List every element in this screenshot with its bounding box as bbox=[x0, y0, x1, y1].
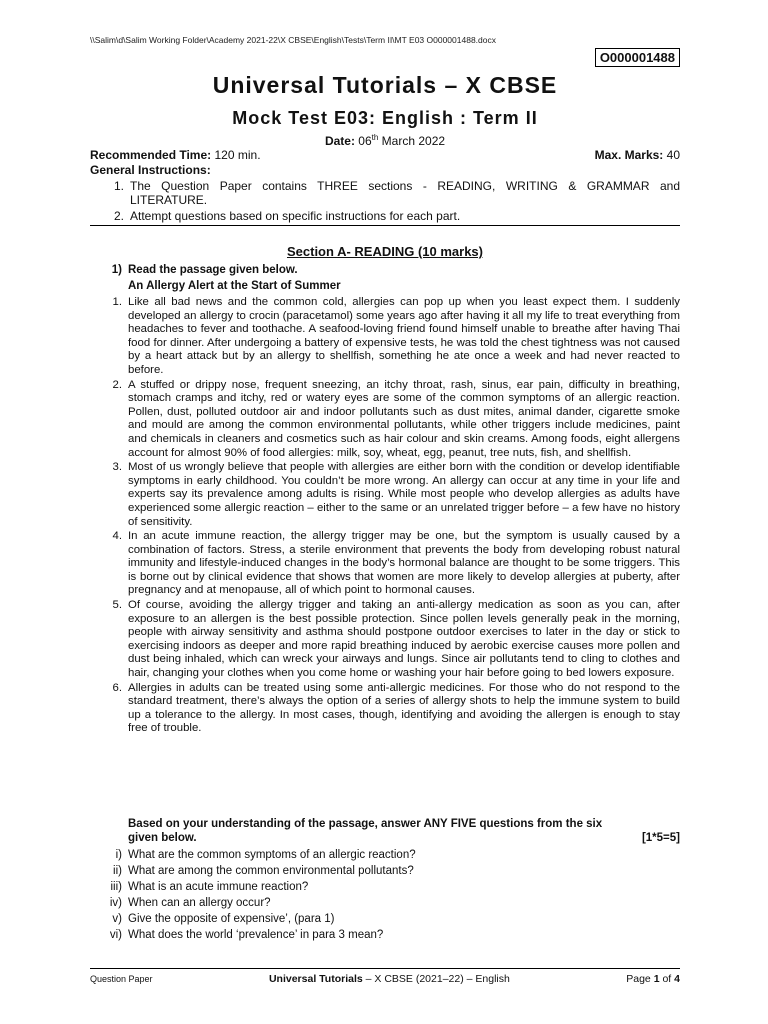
question-item-number: iii) bbox=[110, 881, 122, 893]
question-item bbox=[90, 911, 680, 927]
max-marks-label: Max. Marks: bbox=[594, 148, 664, 162]
page-label: Page bbox=[626, 973, 654, 985]
recommended-time bbox=[90, 148, 261, 162]
passage-title: An Allergy Alert at the Start of Summer bbox=[128, 280, 341, 292]
question-item-text: What are the common symptoms of an allergic reaction? bbox=[128, 849, 416, 861]
page-total: 4 bbox=[674, 973, 680, 985]
document-page bbox=[90, 0, 680, 1024]
question-text: Read the passage given below. bbox=[128, 264, 298, 276]
instruction-item bbox=[90, 179, 680, 207]
footer-center-rest: – X CBSE (2021–22) – English bbox=[362, 973, 510, 985]
question-item-text: When can an allergy occur? bbox=[128, 897, 271, 909]
question-heading bbox=[90, 264, 298, 276]
date-day: 06 bbox=[358, 134, 372, 148]
page-subtitle: Mock Test E03: English : Term II bbox=[232, 108, 538, 128]
question-item-text: Give the opposite of expensive’, (para 1) bbox=[128, 913, 335, 925]
question-item-number: i) bbox=[115, 849, 122, 861]
questions-instruction-line2: given below. bbox=[128, 832, 197, 844]
question-list bbox=[90, 847, 680, 943]
paragraph-number: 3. bbox=[112, 461, 122, 474]
page-title: Universal Tutorials – X CBSE bbox=[212, 72, 558, 98]
instruction-item bbox=[90, 209, 680, 223]
date-label: Date: bbox=[324, 134, 355, 148]
question-item-number: v) bbox=[112, 913, 122, 925]
paragraph bbox=[90, 296, 680, 378]
date-month-year: March 2022 bbox=[381, 134, 446, 148]
max-marks bbox=[595, 148, 680, 162]
paragraph-number: 6. bbox=[112, 681, 122, 694]
test-date bbox=[90, 133, 680, 148]
instructions-list bbox=[90, 179, 680, 225]
instruction-number: 1. bbox=[113, 179, 124, 193]
document-id-box: O000001488 bbox=[595, 48, 680, 67]
paragraph-number: 1. bbox=[112, 296, 122, 308]
paragraph-text: Most of us wrongly believe that people with allergies are either born with the condition or develop identifiable symptoms in early childhood. You couldn’t be more wrong. An allergy can occur at any time in your life and experts say its prevalence among adults is rising. While most people who develop allergies as adults have experienced some allergic reaction – either to the same or an unrelated trigger before – a few have no history of sensitivity. bbox=[128, 461, 680, 528]
paragraph bbox=[90, 599, 680, 681]
divider bbox=[90, 225, 680, 226]
page-current: 1 bbox=[653, 973, 660, 985]
page-number bbox=[626, 973, 680, 985]
recommended-time-value: 120 min. bbox=[214, 148, 261, 162]
question-item bbox=[90, 927, 680, 943]
date-suffix: th bbox=[371, 133, 379, 142]
instruction-text: Attempt questions based on specific instructions for each part. bbox=[130, 209, 461, 223]
page-footer bbox=[90, 973, 680, 985]
file-path: \\Salim\d\Salim Working Folder\Academy 2021-22\X CBSE\English\Tests\Term II\MT E03 O000001488.docx bbox=[90, 35, 496, 45]
question-item-text: What does the world ‘prevalence’ in para 3 mean? bbox=[128, 929, 384, 941]
question-item bbox=[90, 879, 680, 895]
question-number: 1) bbox=[111, 264, 122, 276]
footer-center-bold: Universal Tutorials bbox=[268, 973, 363, 985]
paragraph-text: Like all bad news and the common cold, allergies can pop up when you least expect them. I suddenly developed an allergy to crocin (paracetamol) some years ago after having it all my life to treat everything from headaches to fever and toothache. A seafood-loving friend found himself unable to breathe after having Thai food for dinner. After undergoing a battery of expensive tests, he was told the chest tightness was not caused by a heart attack but by an allergy to shellfish, something he ate once a week and had never reacted to before. bbox=[128, 296, 680, 376]
instruction-number: 2. bbox=[113, 209, 124, 223]
max-marks-value: 40 bbox=[666, 148, 680, 162]
paragraph bbox=[90, 682, 680, 736]
footer-center bbox=[269, 973, 510, 985]
recommended-time-label: Recommended Time: bbox=[90, 148, 212, 162]
question-item bbox=[90, 895, 680, 911]
question-item bbox=[90, 847, 680, 863]
paragraph-text: Allergies in adults can be treated using some anti-allergic medicines. For those who do not respond to the standard treatment, there’s always the option of a series of allergy shots to help the immune system to build up a tolerance to the allergy. In most cases, though, identifying and avoiding the allergen is enough to stay free of trouble. bbox=[128, 681, 680, 735]
question-item-text: What are among the common environmental pollutants? bbox=[128, 865, 414, 877]
paragraph-text: Of course, avoiding the allergy trigger and taking an anti-allergy medication as soon as you can, after exposure to an allergen is the best possible protection. Since pollen levels generally peak in the morning, people with airway sensitivity and asthma should postpone outdoor exercises to later in the day or stick to exercising indoors as deeper and more rapid breathing induced by aerobic exercise causes more pollen and dust being inhaled, which can wreck your airways and lungs. Since air pollutants tend to cling to clothes and hair, changing your clothes when you come home or washing your hair before going to bed lowers exposure. bbox=[128, 599, 680, 680]
paragraph-number: 2. bbox=[112, 378, 122, 391]
footer-left: Question Paper bbox=[90, 974, 153, 984]
paragraph bbox=[90, 461, 680, 529]
instruction-text: The Question Paper contains THREE sections - READING, WRITING & GRAMMAR and LITERATURE. bbox=[130, 179, 680, 207]
footer-divider bbox=[90, 968, 680, 969]
section-title: Section A- READING (10 marks) bbox=[286, 244, 483, 259]
paragraph-text: In an acute immune reaction, the allergy trigger may be one, but the symptom is usually caused by a combination of factors. Stress, a sterile environment that prevents the body from developing robust natural immunity and lifestyle-induced changes in the body’s hormonal balance are thought to be some triggers. This is borne out by clinical evidence that shows that women are more likely to develop allergies at puberty, after pregnancy and at menopause, all of which point to hormonal causes. bbox=[128, 530, 680, 597]
passage bbox=[90, 296, 680, 737]
general-instructions-heading: General Instructions: bbox=[90, 163, 211, 177]
meta-row bbox=[90, 148, 680, 162]
question-item-text: What is an acute immune reaction? bbox=[128, 881, 309, 893]
page-of: of bbox=[659, 973, 675, 985]
questions-instruction-line1: Based on your understanding of the passage, answer ANY FIVE questions from the six bbox=[128, 818, 603, 830]
paragraph-number: 4. bbox=[112, 530, 122, 543]
paragraph-text: A stuffed or drippy nose, frequent sneezing, an itchy throat, rash, sinus, ear pain, difficulty in breathing, stomach cramps and itchy, red or watery eyes are some of the common symptoms of an allergic reaction. Pollen, dust, polluted outdoor air and indoor pollutants such as dust mites, animal dander, cigarette smoke and mould are among the common environmental pollutants, while other triggers include medicines, paint and chemicals in cleaners and cosmetics such as hair colour and skin creams. Among foods, eight allergens account for almost 90% of food allergies: milk, soy, wheat, egg, peanut, tree nuts, fish, and shellfish. bbox=[128, 378, 680, 459]
paragraph bbox=[90, 530, 680, 598]
questions-instruction bbox=[128, 817, 680, 845]
question-item-number: iv) bbox=[109, 897, 122, 909]
question-item bbox=[90, 863, 680, 879]
paragraph-number: 5. bbox=[112, 599, 122, 612]
paragraph bbox=[90, 379, 680, 461]
question-item-number: ii) bbox=[113, 865, 122, 877]
question-item-number: vi) bbox=[109, 929, 122, 941]
marks-allocation: [1*5=5] bbox=[641, 832, 680, 844]
